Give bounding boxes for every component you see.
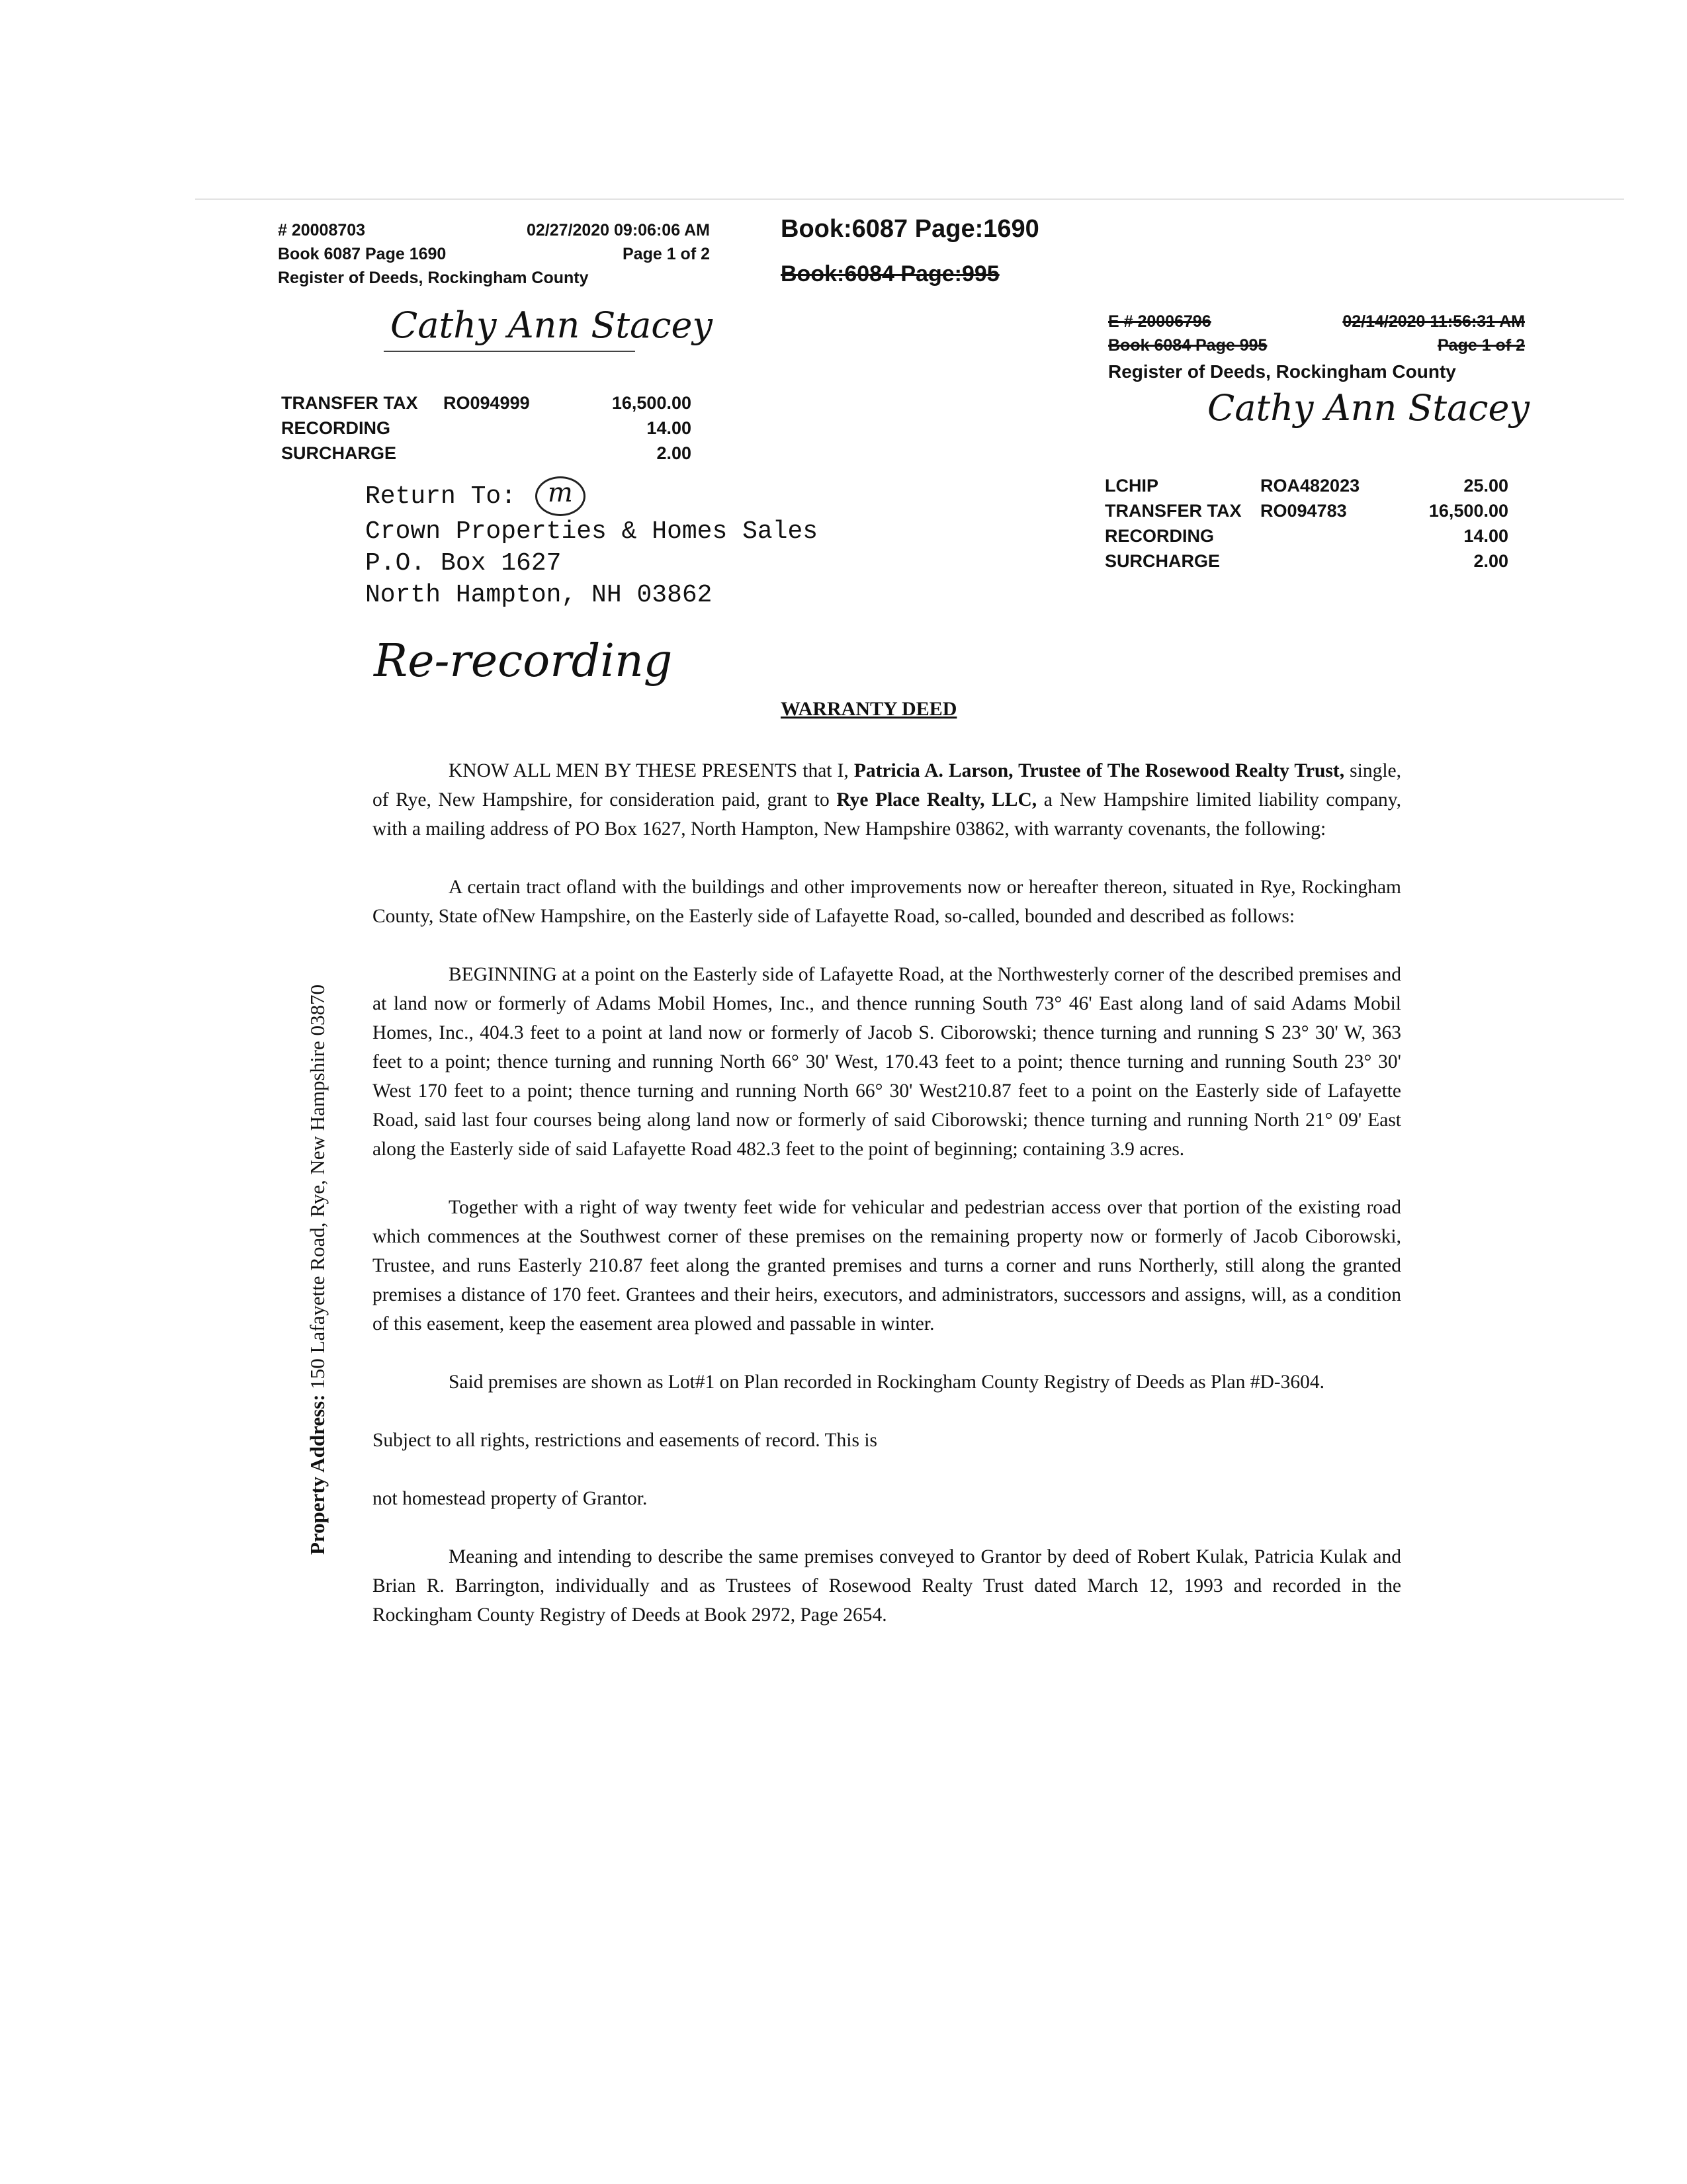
current-recording-stamp <box>278 218 711 290</box>
book-page: Book 6087 Page 1690 <box>278 245 447 263</box>
doc-number: E # 20006796 <box>1108 312 1211 331</box>
fee-label: TRANSFER TAX <box>1105 501 1242 521</box>
boundary-description-paragraph: BEGINNING at a point on the Easterly side of Lafayette Road, at the Northwesterly corner of the described premises and at land now or formerly of Adams Mobil Homes, Inc., and thence running South 73° 46' East along land of said Adams Mobil Homes, Inc., 404.3 feet to a point at land now or formerly of Jacob S. Ciborowski; thence turning and running S 23° 30' W, 363 feet to a point; thence turning and running North 66° 30' West, 170.43 feet to a point; thence turning and running South 23° 30' West 170 feet to a point; thence turning and running North 66° 30' West210.87 feet to a point on the Easterly side of Lafayette Road, said last four courses being along land now or formerly of said Ciborowski; thence turning and running North 21° 09' East along the Easterly side of said Lafayette Road 482.3 feet to the point of beginning; containing 3.9 acres. <box>372 964 1401 1160</box>
signature-underline <box>384 351 635 352</box>
meaning-intending-paragraph: Meaning and intending to describe the same premises conveyed to Grantor by deed of Robert Kulak, Patricia Kulak and Brian R. Barrington, individually and as Trustees of Rosewood Realty Trust dated March 12, 1993 and recorded in the Rockingham County Registry of Deeds at Book 2972, Page 2654. <box>372 1546 1401 1626</box>
fee-ref <box>1260 548 1393 574</box>
fee-amount: 14.00 <box>1463 526 1508 546</box>
record-datetime: 02/27/2020 09:06:06 AM <box>526 221 710 240</box>
return-to-line: North Hampton, NH 03862 <box>365 581 713 609</box>
fee-ref: RO094999 <box>443 393 530 413</box>
tract-paragraph: A certain tract ofland with the buildings and other improvements now or hereafter thereon, situated in Rye, Rockingham County, State ofNew Hampshire, on the Easterly side of Lafayette Road, so-called, bounded and described as follows: <box>372 877 1401 927</box>
grantee-name: Rye Place Realty, LLC, <box>836 789 1037 810</box>
property-address-label: Property Address: <box>306 1394 329 1555</box>
right-of-way-paragraph: Together with a right of way twenty feet wide for vehicular and pedestrian access over that portion of the existing road which commences at the Southwest corner of these premises on the remaining property now or formerly of Jacob Ciborowski, Trustee, and runs Easterly 210.87 feet along the granted premises and turns a corner and runs Northerly, still along the granted premises a distance of 170 feet. Grantees and their heirs, executors, and administrators, successors and assigns, will, as a condition of this easement, keep the easement area plowed and passable in winter. <box>372 1197 1401 1334</box>
handwritten-initial: m <box>535 476 585 516</box>
restrictions-paragraph: Subject to all rights, restrictions and easements of record. This is <box>372 1430 878 1451</box>
handwritten-re-recording: Re-recording <box>374 635 673 687</box>
book-page-header-previous: Book:6084 Page:995 <box>781 261 1000 286</box>
fee-amount: 2.00 <box>656 443 691 463</box>
fee-ref <box>1260 523 1393 548</box>
register-name: Register of Deeds, Rockingham County <box>1108 361 1456 382</box>
return-to-line: Crown Properties & Homes Sales <box>365 517 818 546</box>
book-page: Book 6084 Page 995 <box>1108 336 1268 355</box>
record-datetime: 02/14/2020 11:56:31 AM <box>1342 312 1525 331</box>
book-page-header: Book:6087 Page:1690 <box>781 215 1039 243</box>
plan-paragraph: Said premises are shown as Lot#1 on Plan recorded in Rockingham County Registry of Deeds as Plan #D-3604. <box>449 1372 1324 1393</box>
prior-fees <box>1105 473 1508 574</box>
property-address-value: 150 Lafayette Road, Rye, New Hampshire 03870 <box>306 984 329 1389</box>
fee-amount: 16,500.00 <box>1428 501 1508 521</box>
fee-amount: 16,500.00 <box>611 393 691 413</box>
register-signature: Cathy Ann Stacey <box>390 304 713 346</box>
fee-label: SURCHARGE <box>1105 551 1221 571</box>
fee-label: TRANSFER TAX <box>281 393 418 413</box>
fee-amount: 14.00 <box>646 418 691 438</box>
document-title: WARRANTY DEED <box>781 698 957 720</box>
return-to-label: Return To: <box>365 482 517 511</box>
doc-number: # 20008703 <box>278 221 366 240</box>
return-to-block <box>365 476 818 611</box>
fee-amount: 25.00 <box>1463 476 1508 496</box>
homestead-paragraph: not homestead property of Grantor. <box>372 1488 648 1509</box>
fee-label: SURCHARGE <box>281 443 397 463</box>
current-fees <box>281 390 705 466</box>
page-of: Page 1 of 2 <box>623 245 710 263</box>
fee-ref <box>443 415 592 441</box>
property-address-sidenote <box>306 984 329 1555</box>
fee-label: RECORDING <box>281 418 391 438</box>
fee-amount: 2.00 <box>1473 551 1508 571</box>
register-name: Register of Deeds, Rockingham County <box>278 269 589 287</box>
top-rule <box>195 198 1624 200</box>
fee-label: LCHIP <box>1105 476 1158 496</box>
return-to-line: P.O. Box 1627 <box>365 549 562 578</box>
grant-paragraph: KNOW ALL MEN BY THESE PRESENTS that I, Patricia A. Larson, Trustee of The Rosewood Realty Trust, single, of Rye, New Hampshire, for consideration paid, grant to Rye Place Realty, LLC, a New Hampshire limited liability company, with a mailing address of PO Box 1627, North Hampton, New Hampshire 03862, with warranty covenants, the following: <box>372 760 1401 840</box>
register-signature-prior: Cathy Ann Stacey <box>1207 387 1530 429</box>
deed-body <box>372 756 1401 1630</box>
fee-ref: ROA482023 <box>1260 476 1360 496</box>
fee-label: RECORDING <box>1105 526 1215 546</box>
page-of: Page 1 of 2 <box>1438 336 1525 355</box>
grantor-name: Patricia A. Larson, Trustee of The Rosewood Realty Trust, <box>853 760 1345 781</box>
fee-ref: RO094783 <box>1260 501 1347 521</box>
fee-ref <box>443 441 592 466</box>
prior-recording-stamp <box>1108 310 1525 386</box>
